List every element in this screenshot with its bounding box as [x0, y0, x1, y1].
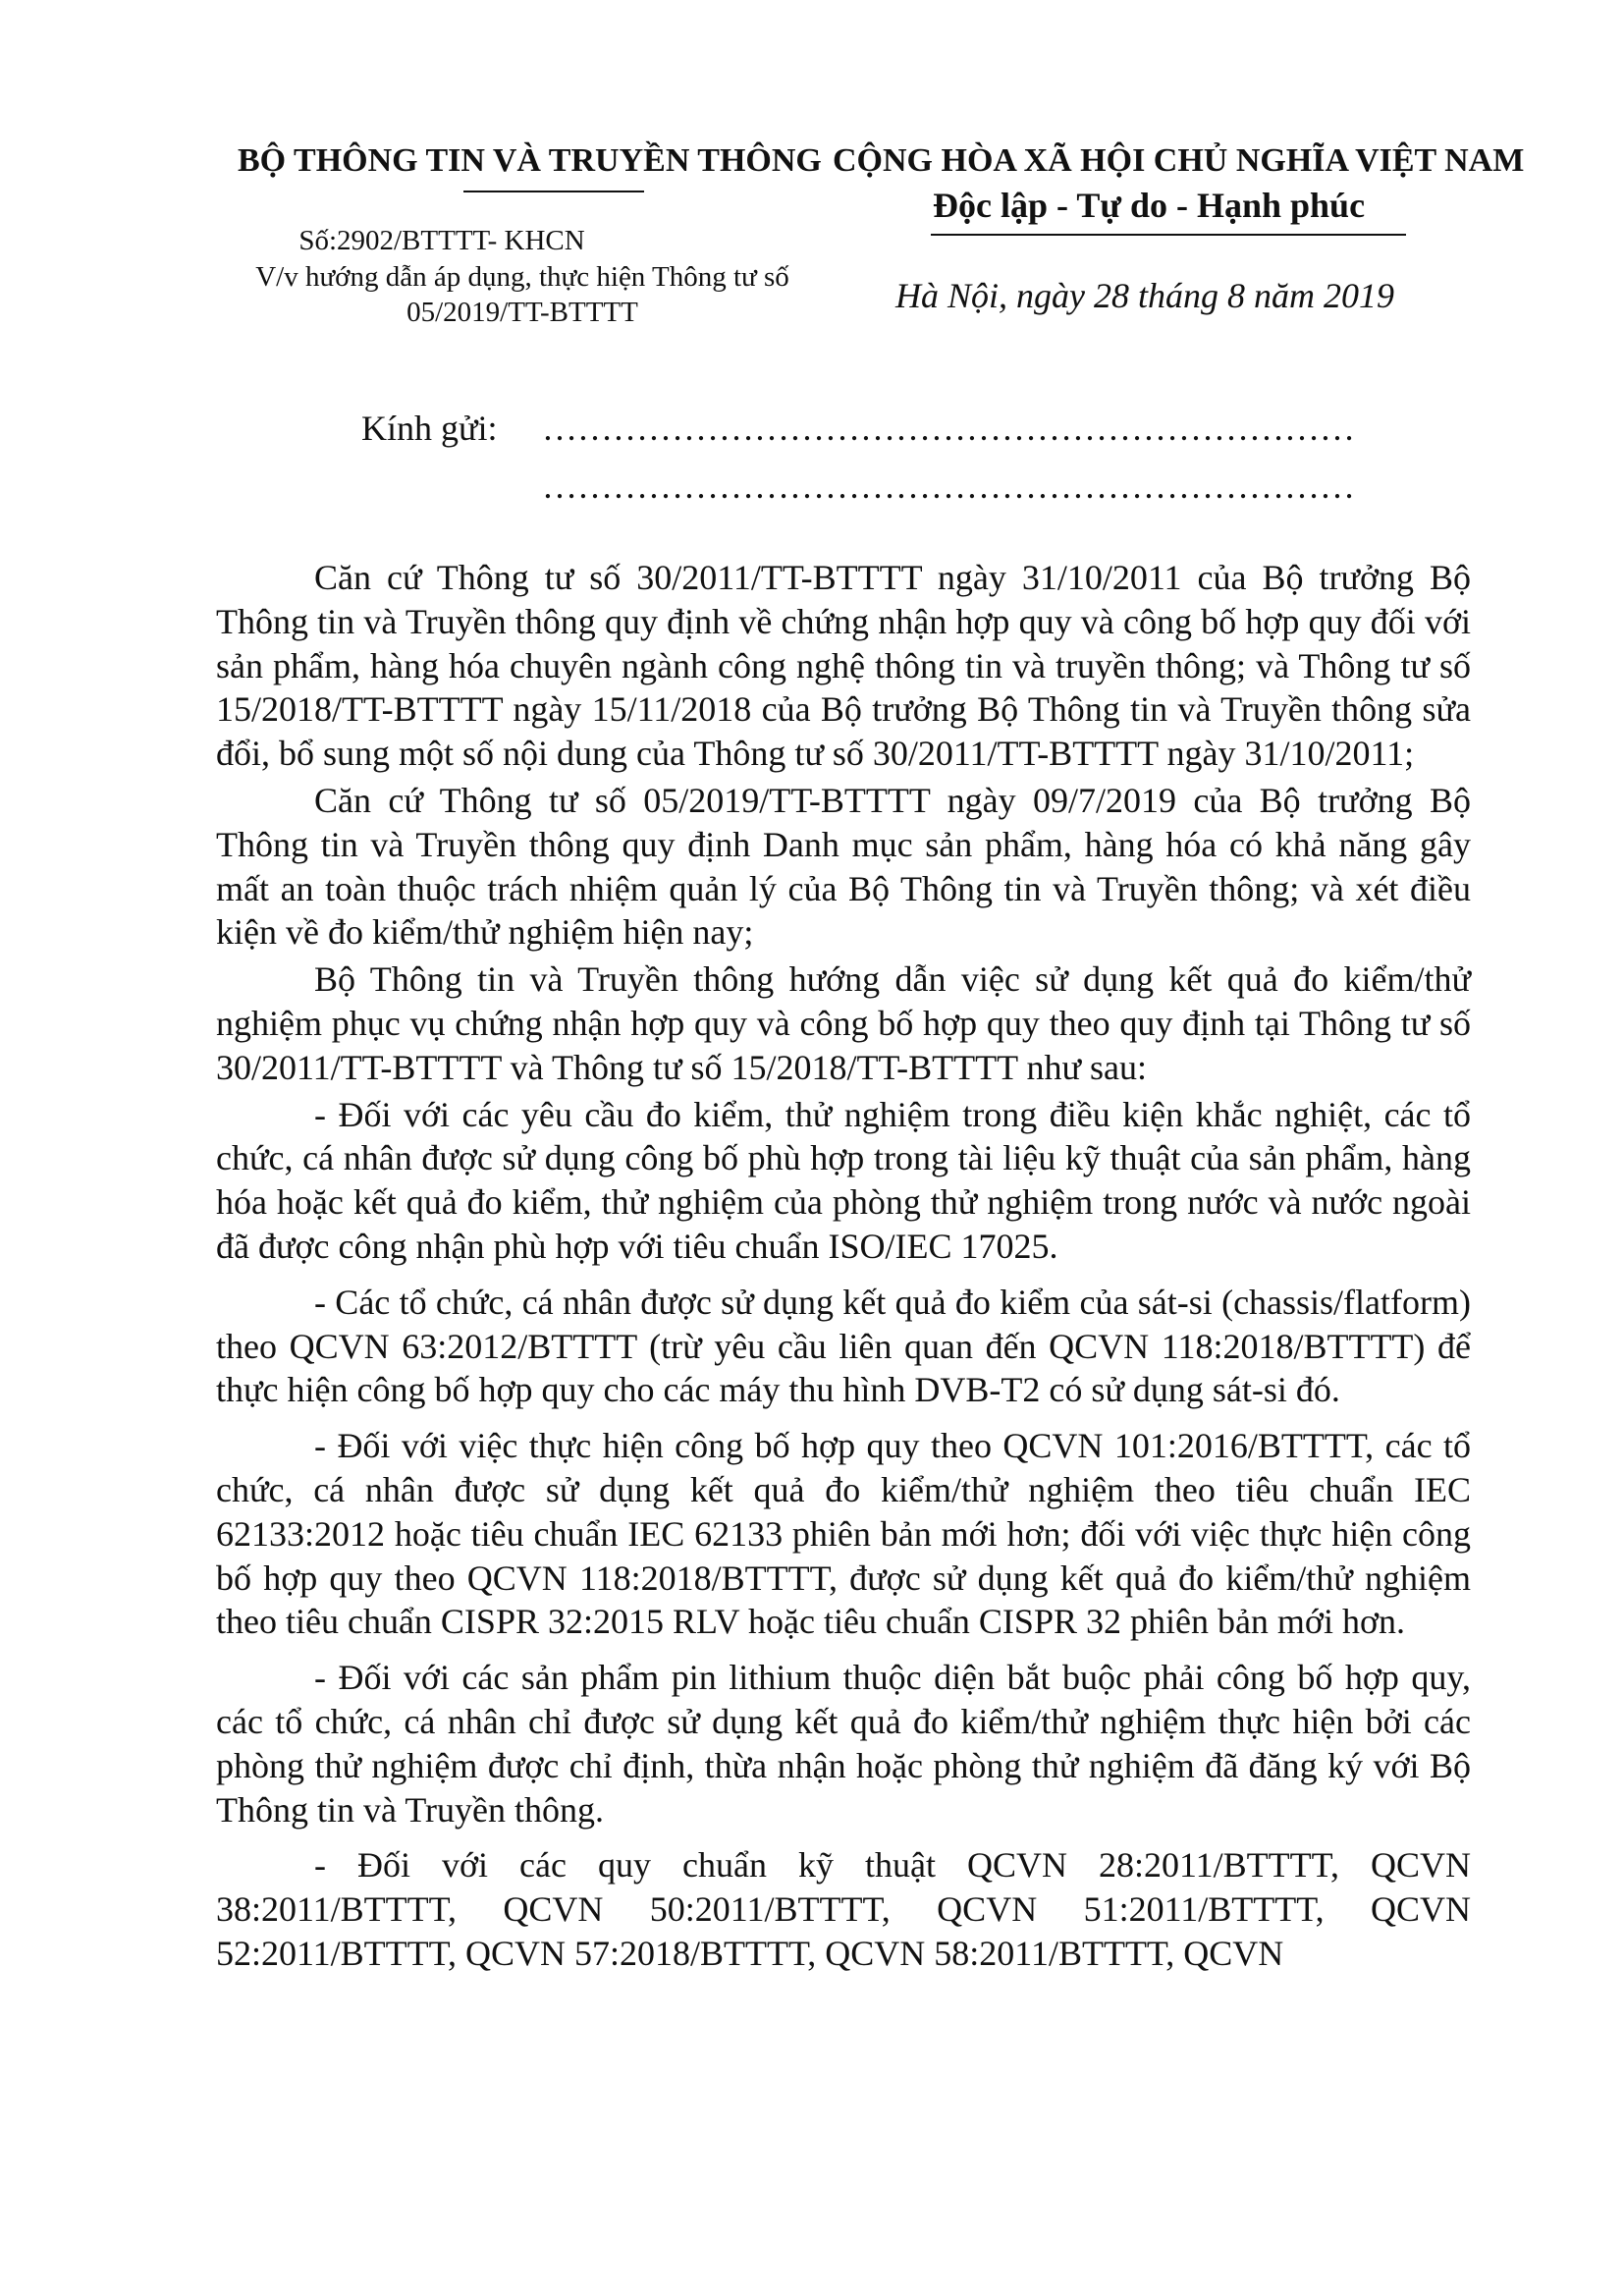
issuing-organization: BỘ THÔNG TIN VÀ TRUYỀN THÔNG: [238, 142, 822, 179]
organization-underline: [463, 191, 644, 192]
paragraph-harsh-conditions: - Đối với các yêu cầu đo kiểm, thử nghiệm trong điều kiện khắc nghiệt, các tổ chức, cá nhân được sử dụng công bố phù hợp trong tài liệu kỹ thuật của sản phẩm, hàng hóa hoặc kết quả đo kiểm, thử nghiệm của phòng thử nghiệm trong nước và nước ngoài đã được công nhận phù hợp với tiêu chuẩn ISO/IEC 17025.: [216, 1094, 1471, 1266]
document-body: [216, 556, 1471, 1979]
paragraph-qcvn-101-118: - Đối với việc thực hiện công bố hợp quy theo QCVN 101:2016/BTTTT, các tổ chức, cá nhân được sử dụng kết quả đo kiểm/thử nghiệm theo tiêu chuẩn IEC 62133:2012 hoặc tiêu chuẩn IEC 62133 phiên bản mới hơn; đối với việc thực hiện công bố hợp quy theo QCVN 118:2018/BTTTT, được sử dụng kết quả đo kiểm/thử nghiệm theo tiêu chuẩn CISPR 32:2015 RLV hoặc tiêu chuẩn CISPR 32 phiên bản mới hơn.: [216, 1426, 1471, 1642]
recipient-label: Kính gửi:: [361, 409, 498, 448]
document-subject: V/v hướng dẫn áp dụng, thực hiện Thông tư số 05/2019/TT-BTTTT: [255, 261, 789, 328]
paragraph-legal-basis-2: Căn cứ Thông tư số 05/2019/TT-BTTTT ngày 09/7/2019 của Bộ trưởng Bộ Thông tin và Truyền thông quy định Danh mục sản phẩm, hàng hóa có khả năng gây mất an toàn thuộc trách nhiệm quản lý của Bộ Thông tin và Truyền thông; và xét điều kiện về đo kiểm/thử nghiệm hiện nay;: [216, 780, 1471, 953]
motto-underline: [931, 234, 1406, 236]
paragraph-technical-regulations: - Đối với các quy chuẩn kỹ thuật QCVN 28:2011/BTTTT, QCVN 38:2011/BTTTT, QCVN 50:2011/BTTTT, QCVN 51:2011/BTTTT, QCVN 52:2011/BTTTT, QCVN 57:2018/BTTTT, QCVN 58:2011/BTTTT, QCVN: [216, 1845, 1471, 1973]
paragraph-chassis: - Các tổ chức, cá nhân được sử dụng kết quả đo kiểm của sát-si (chassis/flatform) theo QCVN 63:2012/BTTTT (trừ yêu cầu liên quan đến QCVN 118:2018/BTTTT) để thực hiện công bố hợp quy cho các máy thu hình DVB-T2 có sử dụng sát-si đó.: [216, 1282, 1471, 1410]
national-motto: Độc lập - Tự do - Hạnh phúc: [933, 186, 1366, 225]
paragraph-guidance-intro: Bộ Thông tin và Truyền thông hướng dẫn việc sử dụng kết quả đo kiểm/thử nghiệm phục vụ chứng nhận hợp quy và công bố hợp quy theo quy định tại Thông tư số 30/2011/TT-BTTTT và Thông tư số 15/2018/TT-BTTTT như sau:: [216, 959, 1471, 1087]
place-and-date: Hà Nội, ngày 28 tháng 8 năm 2019: [895, 276, 1394, 315]
paragraph-legal-basis-1: Căn cứ Thông tư số 30/2011/TT-BTTTT ngày 31/10/2011 của Bộ trưởng Bộ Thông tin và Truyền thông quy định về chứng nhận hợp quy và công bố hợp quy đối với sản phẩm, hàng hóa chuyên ngành công nghệ thông tin và truyền thông; và Thông tư số 15/2018/TT-BTTTT ngày 15/11/2018 của Bộ trưởng Bộ Thông tin và Truyền thông sửa đổi, bổ sung một số nội dung của Thông tư số 30/2011/TT-BTTTT ngày 31/10/2011;: [216, 558, 1471, 774]
national-title: CỘNG HÒA XÃ HỘI CHỦ NGHĨA VIỆT NAM: [833, 142, 1525, 179]
paragraph-lithium-battery: - Đối với các sản phẩm pin lithium thuộc diện bắt buộc phải công bố hợp quy, các tổ chức, cá nhân chỉ được sử dụng kết quả đo kiểm/thử nghiệm thực hiện bởi các phòng thử nghiệm được chỉ định, thừa nhận hoặc phòng thử nghiệm đã đăng ký với Bộ Thông tin và Truyền thông.: [216, 1658, 1471, 1830]
recipient-line-2: ……………………………………………………………: [542, 466, 1355, 506]
recipient-line-1: ……………………………………………………………: [542, 409, 1355, 448]
document-number: Số:2902/BTTTT- KHCN: [298, 225, 585, 256]
